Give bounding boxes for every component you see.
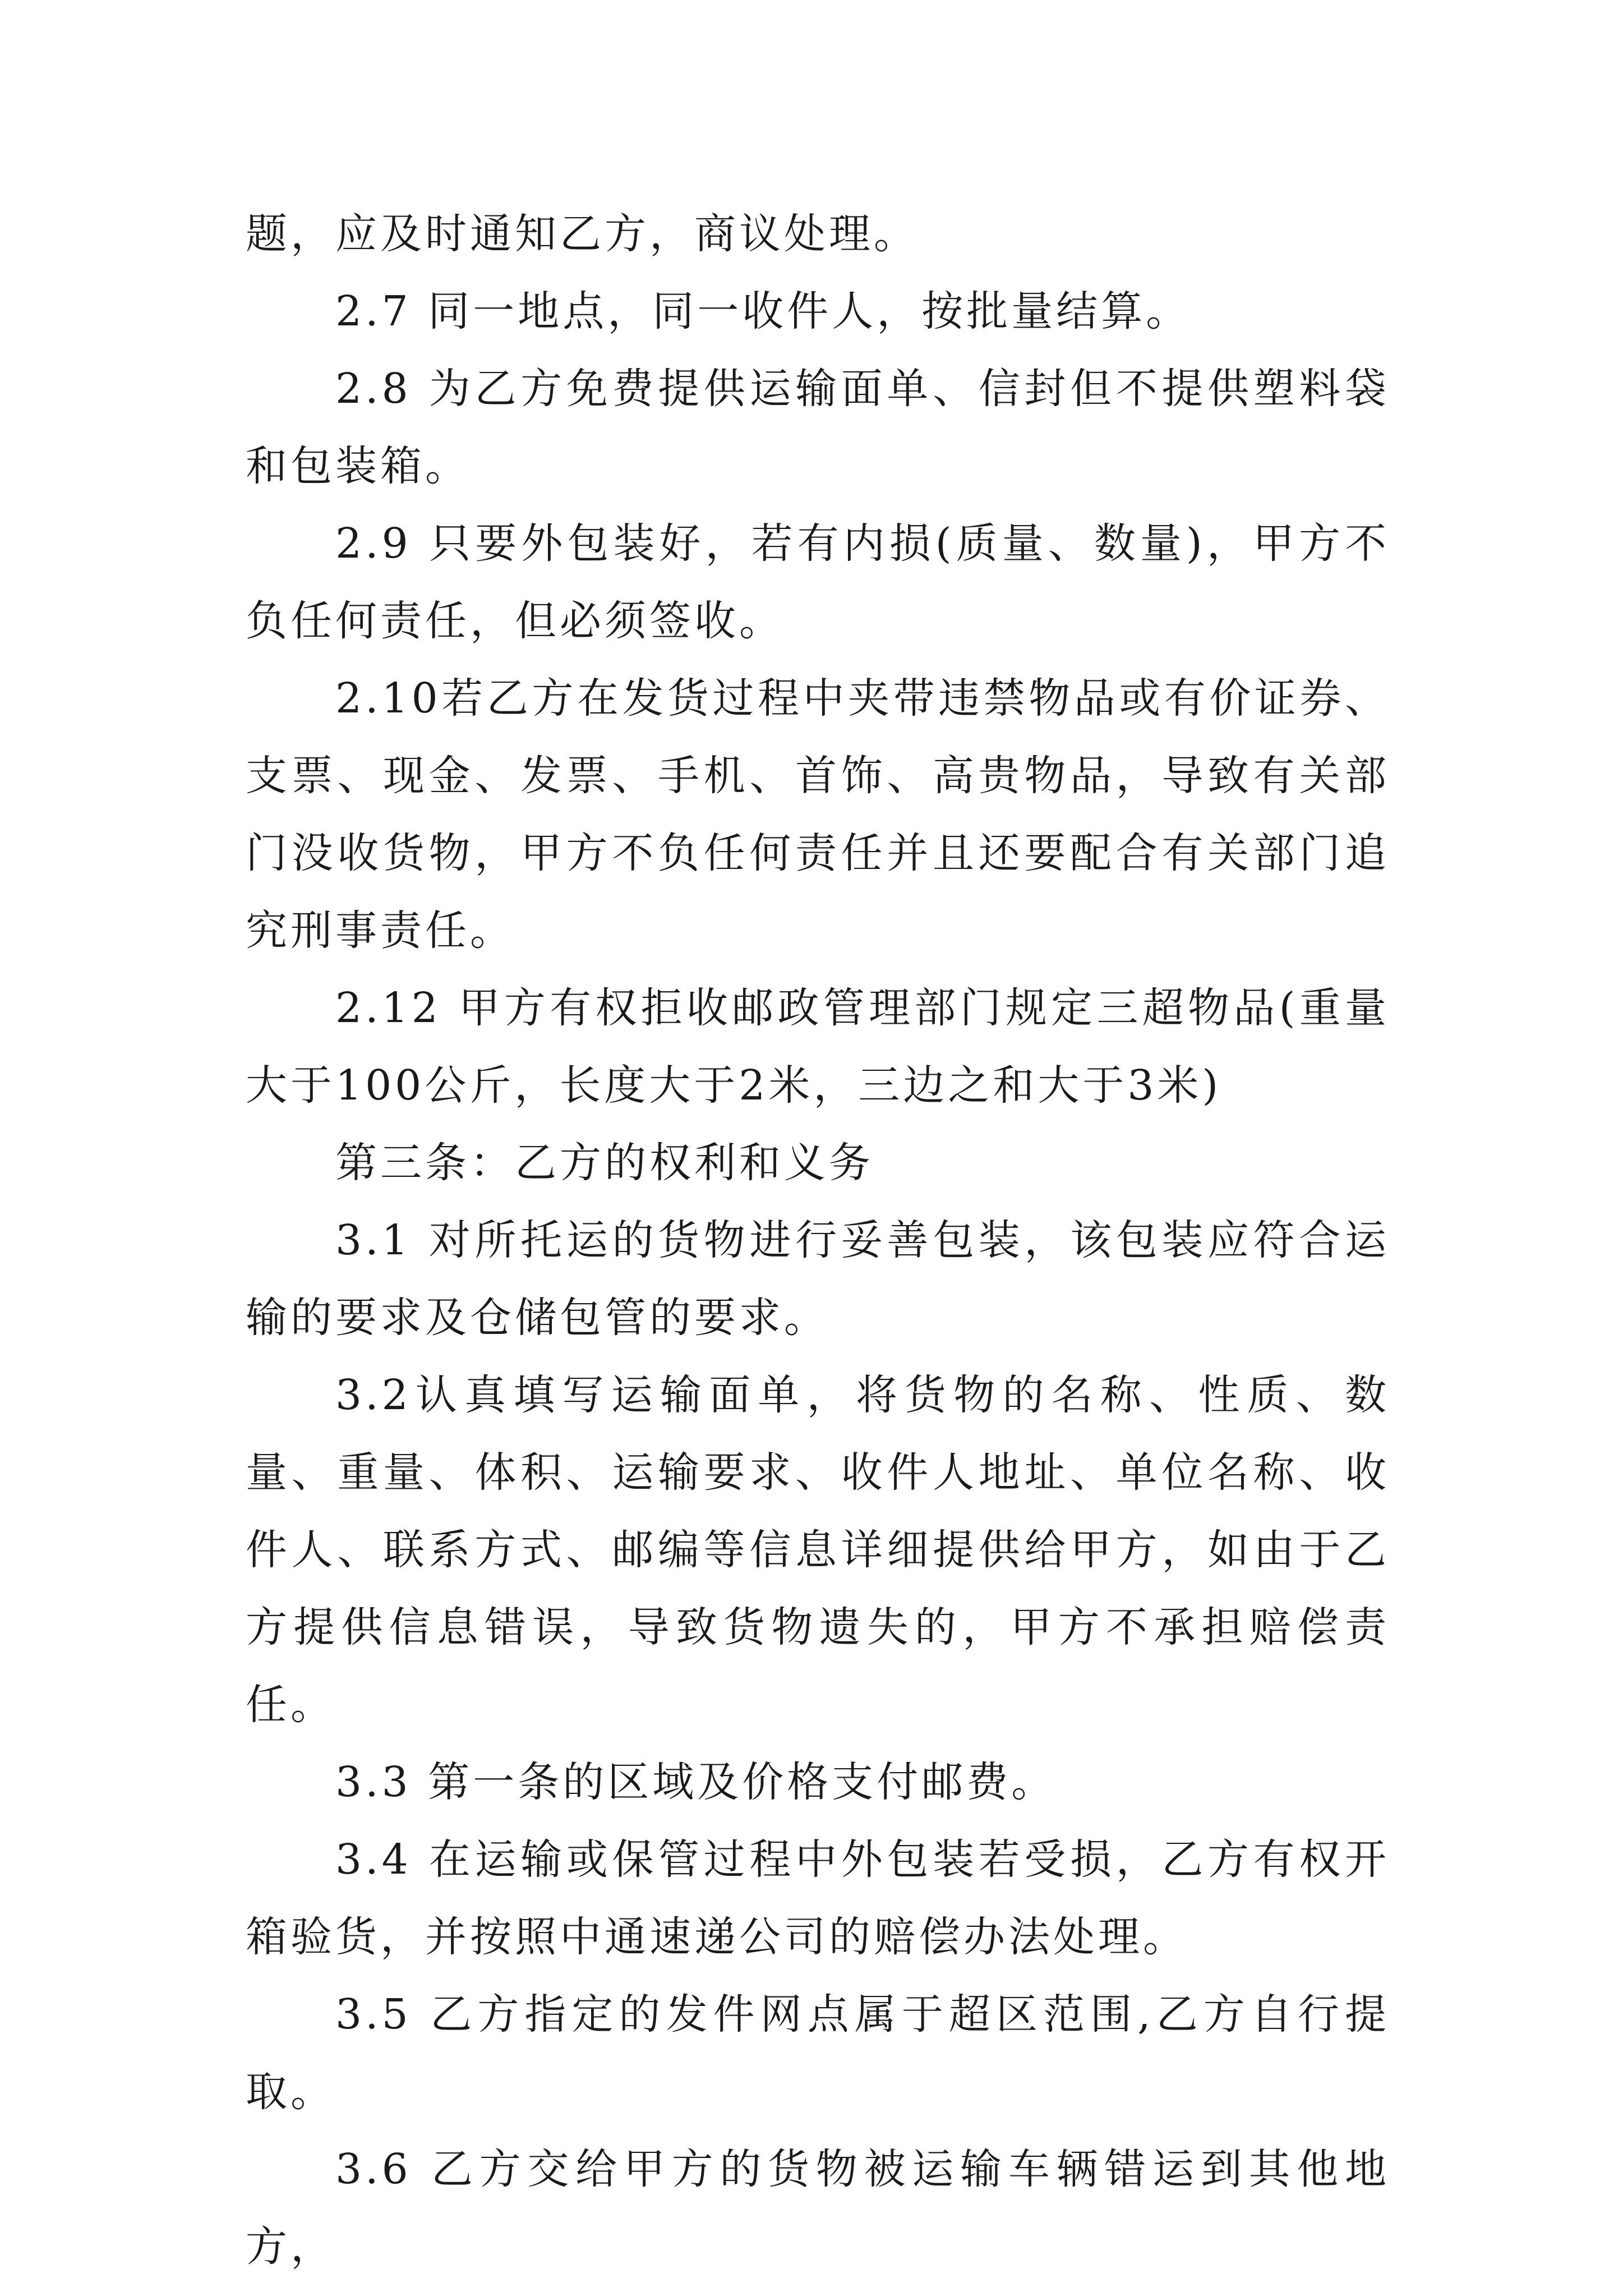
clause-3-3: 3.3 第一条的区域及价格支付邮费。 <box>335 1758 1057 1806</box>
clause-2-8: 2.8 为乙方免费提供运输面单、信封但不提供塑料袋和包装箱。 <box>246 365 1390 490</box>
paragraph-continuation: 题，应及时通知乙方，商议处理。 <box>246 210 919 258</box>
section-heading-article-3: 第三条：乙方的权利和义务 <box>335 1139 874 1187</box>
document-body <box>246 195 1390 2285</box>
clause-2-9: 2.9 只要外包装好，若有内损(质量、数量)，甲方不负任何责任，但必须签收。 <box>246 519 1390 645</box>
clause-3-4: 3.4 在运输或保管过程中外包装若受损，乙方有权开箱验货，并按照中通速递公司的赔偿办法处理。 <box>246 1835 1390 1961</box>
clause-2-7: 2.7 同一地点，同一收件人，按批量结算。 <box>335 287 1191 335</box>
clause-3-5: 3.5 乙方指定的发件网点属于超区范围,乙方自行提取。 <box>246 1990 1390 2116</box>
clause-2-12: 2.12 甲方有权拒收邮政管理部门规定三超物品(重量大于100公斤，长度大于2米，三边之和大于3米) <box>246 984 1390 1110</box>
clause-3-2: 3.2认真填写运输面单，将货物的名称、性质、数量、重量、体积、运输要求、收件人地址、单位名称、收件人、联系方式、邮编等信息详细提供给甲方，如由于乙方提供信息错误，导致货物遗失的，甲方不承担赔偿责任。 <box>246 1371 1390 1729</box>
clause-3-6: 3.6 乙方交给甲方的货物被运输车辆错运到其他地方， <box>246 2145 1390 2271</box>
clause-3-1: 3.1 对所托运的货物进行妥善包装，该包装应符合运输的要求及仓储包管的要求。 <box>246 1216 1390 1342</box>
clause-2-10: 2.10若乙方在发货过程中夹带违禁物品或有价证券、支票、现金、发票、手机、首饰、高贵物品，导致有关部门没收货物，甲方不负任何责任并且还要配合有关部门追究刑事责任。 <box>246 674 1390 955</box>
